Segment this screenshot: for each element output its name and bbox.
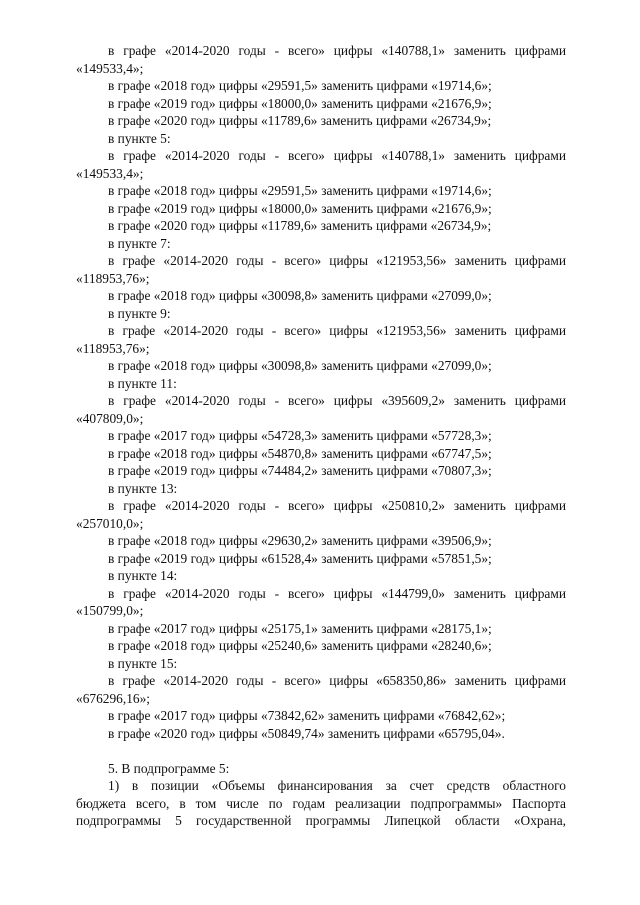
text-line: в графе «2018 год» цифры «30098,8» заменить цифрами «27099,0»; bbox=[108, 358, 492, 373]
text-line: «118953,76»; bbox=[76, 270, 150, 286]
text-line: в графе «2018 год» цифры «25240,6» заменить цифрами «28240,6»; bbox=[108, 638, 492, 653]
text-line: в графе «2014-2020 годы - всего» цифры «658350,86» заменить цифрами bbox=[108, 673, 566, 688]
text-line: в графе «2020 год» цифры «11789,6» заменить цифрами «26734,9»; bbox=[108, 218, 492, 233]
text-line: в графе «2014-2020 годы - всего» цифры «250810,2» заменить цифрами bbox=[108, 498, 566, 513]
text-line: «118953,76»; bbox=[76, 340, 150, 356]
text-line: «149533,4»; bbox=[76, 60, 144, 76]
text-line: в графе «2014-2020 годы - всего» цифры «140788,1» заменить цифрами bbox=[108, 148, 566, 163]
text-line: в пункте 7: bbox=[108, 235, 171, 251]
text-line: в графе «2017 год» цифры «73842,62» заменить цифрами «76842,62»; bbox=[108, 708, 506, 723]
text-line: в графе «2018 год» цифры «30098,8» заменить цифрами «27099,0»; bbox=[108, 288, 492, 303]
text-line: в графе «2019 год» цифры «61528,4» заменить цифрами «57851,5»; bbox=[108, 550, 492, 566]
text-line: в пункте 14: bbox=[108, 568, 178, 583]
text-line: в пункте 15: bbox=[108, 655, 178, 671]
text-line: «407809,0»; bbox=[76, 410, 144, 426]
text-line: в пункте 13: bbox=[108, 480, 178, 496]
paragraph-gap bbox=[76, 742, 566, 760]
text-line: в пункте 5: bbox=[108, 130, 171, 146]
text-line: в графе «2014-2020 годы - всего» цифры «140788,1» заменить цифрами bbox=[108, 43, 566, 58]
text-line: в графе «2014-2020 годы - всего» цифры «121953,56» заменить цифрами bbox=[108, 323, 566, 338]
text-line: «257010,0»; bbox=[76, 515, 144, 531]
text-line: в графе «2019 год» цифры «18000,0» заменить цифрами «21676,9»; bbox=[108, 95, 492, 111]
text-line: в графе «2018 год» цифры «29591,5» заменить цифрами «19714,6»; bbox=[108, 183, 492, 198]
text-line: в графе «2017 год» цифры «54728,3» заменить цифрами «57728,3»; bbox=[108, 428, 492, 443]
text-line: в графе «2018 год» цифры «29591,5» заменить цифрами «19714,6»; bbox=[108, 78, 492, 93]
text-line: в пункте 11: bbox=[108, 375, 177, 391]
text-line: в графе «2020 год» цифры «11789,6» заменить цифрами «26734,9»; bbox=[108, 113, 492, 128]
text-line: в графе «2014-2020 годы - всего» цифры «144799,0» заменить цифрами bbox=[108, 585, 566, 601]
text-line: в графе «2018 год» цифры «54870,8» заменить цифрами «67747,5»; bbox=[108, 445, 492, 461]
text-line: «150799,0»; bbox=[76, 603, 144, 618]
text-line: в графе «2014-2020 годы - всего» цифры «395609,2» заменить цифрами bbox=[108, 393, 566, 408]
document-body bbox=[76, 42, 566, 830]
text-line: в графе «2014-2020 годы - всего» цифры «121953,56» заменить цифрами bbox=[108, 253, 566, 268]
text-line: «149533,4»; bbox=[76, 165, 144, 181]
text-line: в графе «2017 год» цифры «25175,1» заменить цифрами «28175,1»; bbox=[108, 620, 492, 636]
text-line: в пункте 9: bbox=[108, 305, 171, 321]
text-line: бюджета всего, в том числе по годам реализации подпрограммы» Паспорта bbox=[76, 795, 566, 811]
text-line: подпрограммы 5 государственной программы Липецкой области «Охрана, bbox=[76, 813, 566, 828]
text-line: 5. В подпрограмме 5: bbox=[108, 760, 230, 776]
text-line: в графе «2019 год» цифры «18000,0» заменить цифрами «21676,9»; bbox=[108, 200, 492, 216]
text-line: «676296,16»; bbox=[76, 690, 151, 706]
text-line: в графе «2020 год» цифры «50849,74» заменить цифрами «65795,04». bbox=[108, 725, 505, 741]
text-line: 1) в позиции «Объемы финансирования за счет средств областного bbox=[108, 778, 566, 793]
text-line: в графе «2018 год» цифры «29630,2» заменить цифрами «39506,9»; bbox=[108, 533, 492, 548]
text-line: в графе «2019 год» цифры «74484,2» заменить цифрами «70807,3»; bbox=[108, 463, 492, 478]
